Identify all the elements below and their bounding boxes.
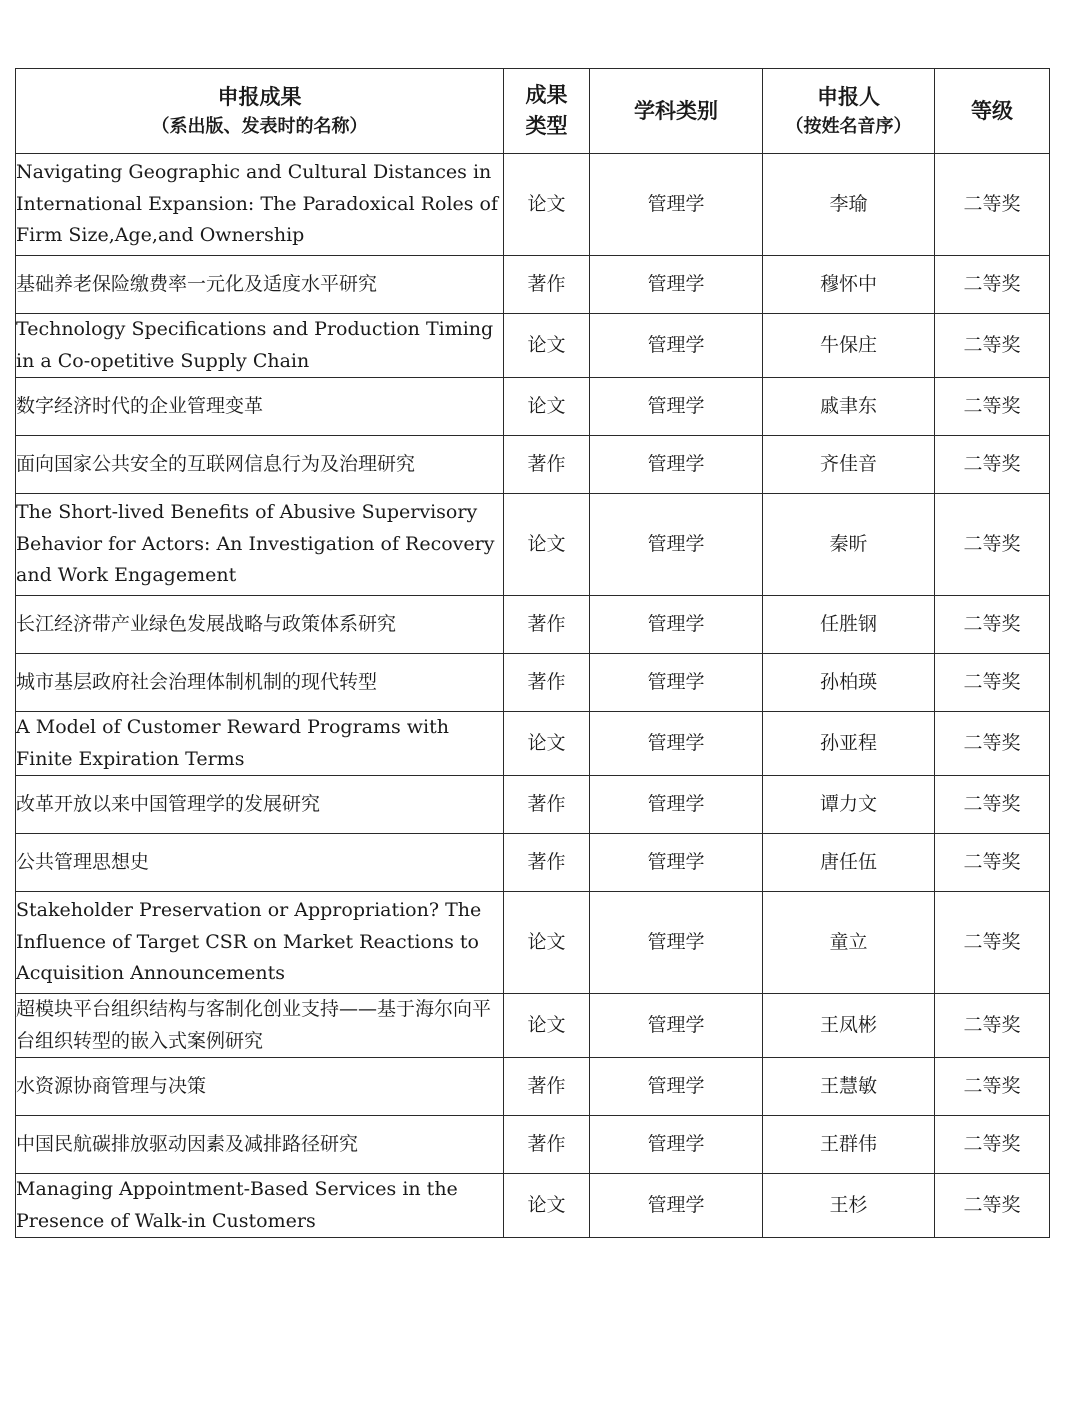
- cell-grade: 二等奖: [935, 654, 1050, 712]
- table-row: [16, 1058, 1050, 1116]
- cell-title: 城市基层政府社会治理体制机制的现代转型: [16, 654, 504, 712]
- table-row: [16, 1116, 1050, 1174]
- header-discipline: [590, 69, 763, 154]
- cell-type: 著作: [504, 776, 590, 834]
- cell-grade: 二等奖: [935, 712, 1050, 776]
- cell-discipline: 管理学: [590, 834, 763, 892]
- header-grade-label: 等级: [971, 98, 1013, 123]
- cell-type: 论文: [504, 314, 590, 378]
- header-applicant-main: 申报人: [817, 84, 880, 109]
- cell-title: 数字经济时代的企业管理变革: [16, 378, 504, 436]
- header-applicant: [763, 69, 935, 154]
- cell-discipline: 管理学: [590, 256, 763, 314]
- cell-title: 中国民航碳排放驱动因素及减排路径研究: [16, 1116, 504, 1174]
- cell-title: A Model of Customer Reward Programs with Finite Expiration Terms: [16, 712, 504, 776]
- cell-title: 基础养老保险缴费率一元化及适度水平研究: [16, 256, 504, 314]
- header-title-main: 申报成果: [217, 84, 302, 109]
- cell-applicant: 穆怀中: [763, 256, 935, 314]
- cell-grade: 二等奖: [935, 378, 1050, 436]
- cell-title: Stakeholder Preservation or Appropriation? The Influence of Target CSR on Market Reactions to Acquisition Announcements: [16, 892, 504, 994]
- table-body: [16, 154, 1050, 1238]
- table-row: [16, 154, 1050, 256]
- cell-type: 论文: [504, 154, 590, 256]
- cell-title: 水资源协商管理与决策: [16, 1058, 504, 1116]
- cell-applicant: 孙柏瑛: [763, 654, 935, 712]
- cell-type: 论文: [504, 378, 590, 436]
- cell-discipline: 管理学: [590, 1058, 763, 1116]
- cell-applicant: 任胜钢: [763, 596, 935, 654]
- cell-discipline: 管理学: [590, 994, 763, 1058]
- cell-applicant: 齐佳音: [763, 436, 935, 494]
- cell-type: 论文: [504, 1174, 590, 1238]
- cell-type: 论文: [504, 892, 590, 994]
- cell-applicant: 谭力文: [763, 776, 935, 834]
- cell-grade: 二等奖: [935, 1058, 1050, 1116]
- table-row: [16, 994, 1050, 1058]
- cell-title: The Short-lived Benefits of Abusive Supervisory Behavior for Actors: An Investigation of Recovery and Work Engagement: [16, 494, 504, 596]
- cell-title: 改革开放以来中国管理学的发展研究: [16, 776, 504, 834]
- cell-discipline: 管理学: [590, 436, 763, 494]
- cell-title: Technology Specifications and Production Timing in a Co-opetitive Supply Chain: [16, 314, 504, 378]
- cell-type: 论文: [504, 494, 590, 596]
- cell-grade: 二等奖: [935, 1116, 1050, 1174]
- cell-discipline: 管理学: [590, 314, 763, 378]
- cell-applicant: 王慧敏: [763, 1058, 935, 1116]
- cell-discipline: 管理学: [590, 1116, 763, 1174]
- cell-title: Managing Appointment-Based Services in the Presence of Walk-in Customers: [16, 1174, 504, 1238]
- cell-applicant: 秦昕: [763, 494, 935, 596]
- table-row: [16, 834, 1050, 892]
- award-table: [15, 68, 1050, 1238]
- cell-grade: 二等奖: [935, 994, 1050, 1058]
- cell-discipline: 管理学: [590, 596, 763, 654]
- cell-applicant: 童立: [763, 892, 935, 994]
- header-discipline-label: 学科类别: [634, 98, 718, 123]
- table-row: [16, 1174, 1050, 1238]
- table-row: [16, 596, 1050, 654]
- cell-applicant: 王凤彬: [763, 994, 935, 1058]
- cell-discipline: 管理学: [590, 654, 763, 712]
- cell-grade: 二等奖: [935, 1174, 1050, 1238]
- cell-discipline: 管理学: [590, 776, 763, 834]
- cell-applicant: 唐任伍: [763, 834, 935, 892]
- cell-type: 著作: [504, 1116, 590, 1174]
- table-row: [16, 712, 1050, 776]
- cell-discipline: 管理学: [590, 378, 763, 436]
- table-row: [16, 892, 1050, 994]
- cell-grade: 二等奖: [935, 596, 1050, 654]
- cell-type: 论文: [504, 994, 590, 1058]
- cell-title: Navigating Geographic and Cultural Distances in International Expansion: The Paradoxical Roles of Firm Size,Age,and Ownership: [16, 154, 504, 256]
- cell-grade: 二等奖: [935, 776, 1050, 834]
- cell-title: 长江经济带产业绿色发展战略与政策体系研究: [16, 596, 504, 654]
- cell-type: 著作: [504, 256, 590, 314]
- cell-applicant: 牛保庄: [763, 314, 935, 378]
- cell-title: 公共管理思想史: [16, 834, 504, 892]
- cell-applicant: 李瑜: [763, 154, 935, 256]
- cell-title: 超模块平台组织结构与客制化创业支持——基于海尔向平台组织转型的嵌入式案例研究: [16, 994, 504, 1058]
- cell-grade: 二等奖: [935, 154, 1050, 256]
- cell-discipline: 管理学: [590, 712, 763, 776]
- header-applicant-sub: （按姓名音序）: [785, 115, 912, 137]
- cell-type: 著作: [504, 596, 590, 654]
- header-type-line2: 类型: [525, 114, 568, 138]
- cell-grade: 二等奖: [935, 256, 1050, 314]
- cell-applicant: 王杉: [763, 1174, 935, 1238]
- header-row: [16, 69, 1050, 154]
- cell-discipline: 管理学: [590, 494, 763, 596]
- cell-discipline: 管理学: [590, 892, 763, 994]
- cell-title: 面向国家公共安全的互联网信息行为及治理研究: [16, 436, 504, 494]
- cell-applicant: 戚聿东: [763, 378, 935, 436]
- cell-type: 著作: [504, 1058, 590, 1116]
- table-row: [16, 378, 1050, 436]
- cell-type: 著作: [504, 654, 590, 712]
- table-row: [16, 256, 1050, 314]
- table-row: [16, 776, 1050, 834]
- header-grade: [935, 69, 1050, 154]
- cell-grade: 二等奖: [935, 892, 1050, 994]
- cell-discipline: 管理学: [590, 154, 763, 256]
- cell-grade: 二等奖: [935, 834, 1050, 892]
- cell-type: 论文: [504, 712, 590, 776]
- table-row: [16, 436, 1050, 494]
- cell-grade: 二等奖: [935, 436, 1050, 494]
- header-title-sub: （系出版、发表时的名称）: [151, 115, 368, 137]
- table-row: [16, 314, 1050, 378]
- cell-grade: 二等奖: [935, 494, 1050, 596]
- header-type-line1: 成果: [525, 83, 568, 107]
- cell-type: 著作: [504, 834, 590, 892]
- table-header: [16, 69, 1050, 154]
- cell-type: 著作: [504, 436, 590, 494]
- table-row: [16, 494, 1050, 596]
- cell-grade: 二等奖: [935, 314, 1050, 378]
- cell-discipline: 管理学: [590, 1174, 763, 1238]
- cell-applicant: 孙亚程: [763, 712, 935, 776]
- table-row: [16, 654, 1050, 712]
- cell-applicant: 王群伟: [763, 1116, 935, 1174]
- header-title: [16, 69, 504, 154]
- header-type: [504, 69, 590, 154]
